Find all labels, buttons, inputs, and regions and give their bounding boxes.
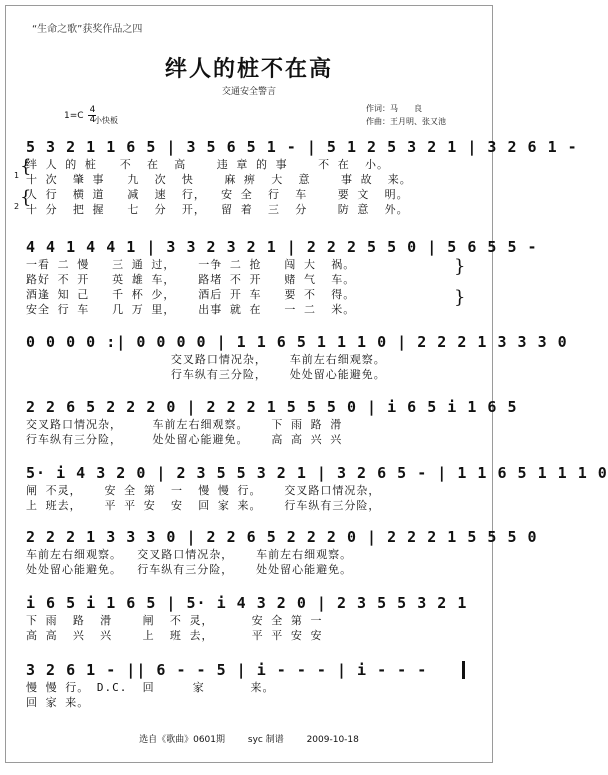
- lyric-line: 上 班去， 平 平 安 安 回 家 来。 行车纵有三分险，: [26, 499, 381, 512]
- footer: [6, 732, 492, 745]
- verse-marker-1: 1: [14, 171, 20, 180]
- lyric-line: 行车纵有三分险， 处处留心能避免。: [26, 368, 386, 381]
- song-subtitle: 交通安全警言: [221, 87, 276, 97]
- staff-6: [26, 528, 538, 576]
- lyric-line: 下 雨 路 滑 闸 不 灵， 安 全 第 一: [26, 614, 323, 627]
- lyric-line: 闸 不灵， 安 全 第 一 慢 慢 行。 交叉路口情况杂，: [26, 484, 381, 497]
- lyric-line: 人 行 横 道 减 速 行， 安 全 行 车 要 文 明。: [26, 188, 409, 201]
- staff-7: [26, 594, 466, 642]
- lyric-line: 交叉路口情况杂， 车前左右细观察。: [26, 353, 386, 366]
- composer: 作曲：王月明、张又池: [366, 117, 446, 126]
- staff-4: [26, 398, 518, 446]
- lyric-line: 回 家 来。: [26, 696, 90, 709]
- lyric-line: 行车纵有三分险， 处处留心能避免。 高 高 兴 兴: [26, 433, 343, 446]
- lyric-line: 十 次 肇 事 九 次 快 麻 痹 大 意 事 故 来。: [26, 173, 412, 186]
- footer-typesetter: syc 制谱: [247, 735, 284, 745]
- staff-8: [26, 661, 466, 709]
- notes-line: 2 2 6 5 2 2 2 0 | 2 2 2 1 5 5 5 0 | i 6 5 i 1 6 5: [26, 398, 518, 416]
- lyric-line: 酒逢 知 己 千 杯 少， 酒后 开 车 要 不 得。: [26, 288, 356, 301]
- award-note: “生命之歌”获奖作品之四: [32, 24, 143, 35]
- lyric-line: 一看 二 慢 三 通 过， 一争 二 抢 闯 大 祸。: [26, 258, 356, 271]
- tempo-marking: 小快板: [94, 116, 118, 125]
- brace-icon: }: [454, 287, 466, 308]
- sheet-music-page: [5, 5, 608, 763]
- lyric-line: 车前左右细观察。 交叉路口情况杂， 车前左右细观察。: [26, 548, 353, 561]
- notes-line: 3 2 6 1 - || 6 - - 5 | i - - - | i - - -: [26, 661, 428, 679]
- lyric-line: 十 分 把 握 七 分 开， 留 着 三 分 防 意 外。: [26, 203, 409, 216]
- brace-icon: {: [20, 187, 32, 208]
- song-title: 绊人的桩不在高: [164, 56, 333, 82]
- lyric-line: 绊 人 的 桩 不 在 高 违 章 的 事 不 在 小。: [26, 158, 389, 171]
- footer-source: 选自《歌曲》0601期: [139, 735, 225, 745]
- notes-line: i 6 5 i 1 6 5 | 5· i 4 3 2 0 | 2 3 5 5 3 2 1: [26, 594, 468, 612]
- notes-line: 0 0 0 0 :| 0 0 0 0 | 1 1 6 5 1 1 1 0 | 2 2 2 1 3 3 3 0: [26, 333, 568, 351]
- lyricist: 作词：马 良: [366, 104, 422, 113]
- time-bottom: 4: [89, 115, 96, 125]
- staff-2: [26, 238, 538, 316]
- lyric-line: 慢 慢 行。 D.C. 回 家 来。: [26, 681, 275, 694]
- notes-line: 5 3 2 1 1 6 5 | 3 5 6 5 1 - | 5 1 2 5 3 2 1 | 3 2 6 1 -: [26, 138, 578, 156]
- staff-1: [26, 138, 578, 216]
- lyric-line: 安全 行 车 几 万 里， 出事 就 在 一 二 米。: [26, 303, 356, 316]
- lyric-line: 高 高 兴 兴 上 班 去， 平 平 安 安: [26, 629, 323, 642]
- lyric-line: 路好 不 开 英 雄 车， 路堵 不 开 赌 气 车。: [26, 273, 356, 286]
- notes-line: 5· i 4 3 2 0 | 2 3 5 5 3 2 1 | 3 2 6 5 - | 1 1 6 5 1 1 1 0: [26, 464, 608, 482]
- brace-icon: }: [454, 256, 466, 277]
- footer-date: 2009-10-18: [306, 735, 359, 745]
- staff-3: [26, 333, 568, 381]
- credits: [366, 102, 446, 128]
- lyric-line: 交叉路口情况杂， 车前左右细观察。 下 雨 路 滑: [26, 418, 343, 431]
- verse-marker-2: 2: [14, 202, 20, 211]
- staff-5: [26, 464, 608, 512]
- key-label: 1=C: [64, 111, 84, 121]
- lyric-line: 处处留心能避免。 行车纵有三分险， 处处留心能避免。: [26, 563, 353, 576]
- notes-line: 2 2 2 1 3 3 3 0 | 2 2 6 5 2 2 2 0 | 2 2 2 1 5 5 5 0: [26, 528, 538, 546]
- final-barline: [462, 661, 465, 679]
- time-top: 4: [89, 105, 96, 115]
- notes-line: 4 4 1 4 4 1 | 3 3 2 3 2 1 | 2 2 2 5 5 0 | 5 6 5 5 -: [26, 238, 538, 256]
- brace-icon: {: [20, 156, 32, 177]
